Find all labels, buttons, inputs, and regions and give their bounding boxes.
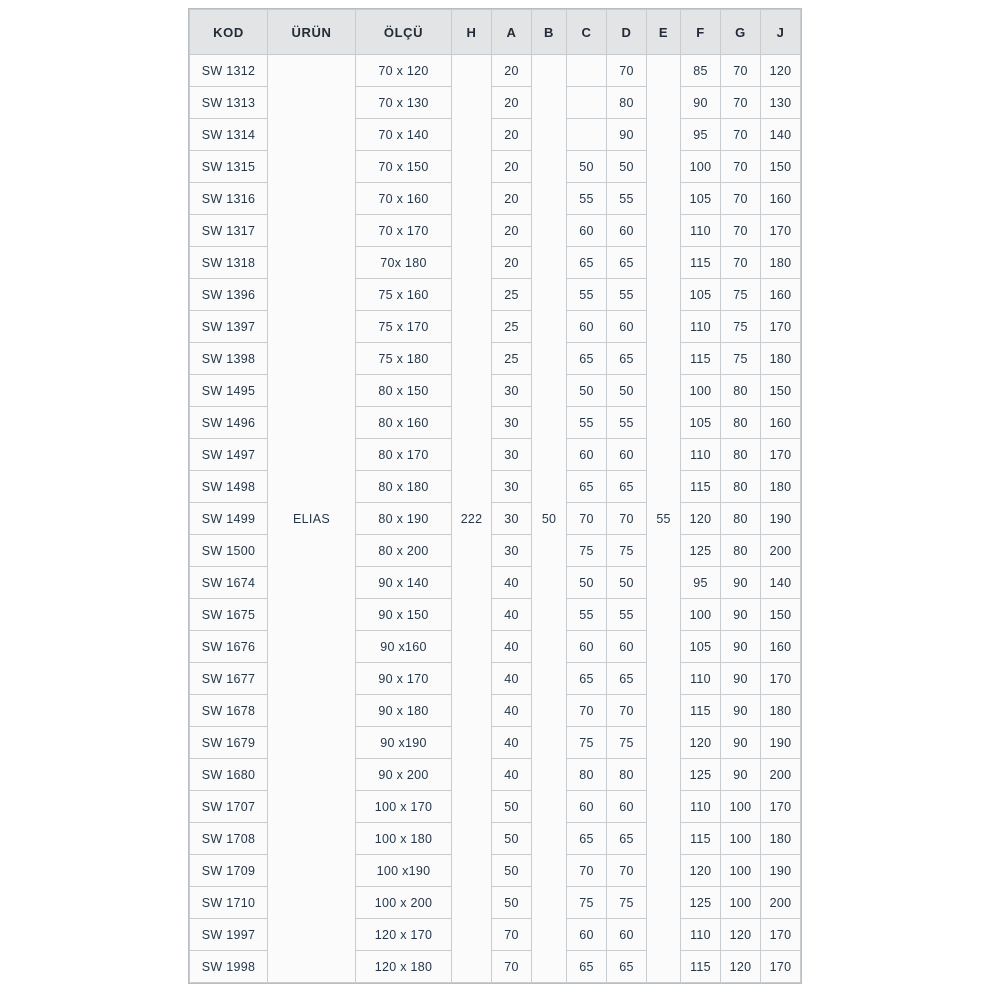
cell-kod: SW 1679 [190,727,268,759]
cell-j: 140 [761,119,801,151]
cell-j: 180 [761,823,801,855]
cell-g: 70 [721,55,761,87]
cell-kod: SW 1677 [190,663,268,695]
cell-a: 20 [492,87,532,119]
cell-c: 60 [567,919,607,951]
cell-olcu: 70 x 120 [356,55,452,87]
cell-a: 50 [492,823,532,855]
column-header-a: A [492,10,532,55]
cell-h-merged: 222 [452,55,492,983]
cell-kod: SW 1398 [190,343,268,375]
cell-j: 200 [761,535,801,567]
cell-a: 30 [492,407,532,439]
cell-d: 65 [607,951,647,983]
cell-d: 60 [607,439,647,471]
cell-olcu: 70 x 160 [356,183,452,215]
cell-c [567,87,607,119]
cell-f: 115 [681,823,721,855]
cell-a: 20 [492,151,532,183]
cell-kod: SW 1317 [190,215,268,247]
cell-c: 50 [567,567,607,599]
cell-kod: SW 1710 [190,887,268,919]
cell-j: 120 [761,55,801,87]
cell-c: 65 [567,471,607,503]
cell-a: 30 [492,375,532,407]
cell-g: 90 [721,727,761,759]
cell-d: 80 [607,759,647,791]
product-dimensions-table [189,9,801,983]
cell-f: 100 [681,375,721,407]
cell-kod: SW 1312 [190,55,268,87]
cell-d: 90 [607,119,647,151]
spec-table-container [188,8,802,984]
table-header [190,10,801,55]
cell-j: 190 [761,855,801,887]
cell-c: 70 [567,855,607,887]
cell-a: 40 [492,599,532,631]
cell-a: 40 [492,567,532,599]
cell-c [567,119,607,151]
cell-c: 75 [567,535,607,567]
cell-j: 170 [761,791,801,823]
column-header-h: H [452,10,492,55]
cell-kod: SW 1707 [190,791,268,823]
cell-a: 20 [492,247,532,279]
cell-kod: SW 1397 [190,311,268,343]
cell-g: 70 [721,183,761,215]
cell-c [567,55,607,87]
cell-a: 50 [492,855,532,887]
cell-olcu: 75 x 170 [356,311,452,343]
cell-d: 65 [607,247,647,279]
cell-a: 20 [492,183,532,215]
cell-a: 20 [492,55,532,87]
cell-a: 30 [492,535,532,567]
cell-g: 80 [721,407,761,439]
cell-kod: SW 1708 [190,823,268,855]
cell-f: 125 [681,759,721,791]
cell-j: 160 [761,631,801,663]
cell-d: 60 [607,215,647,247]
cell-a: 40 [492,695,532,727]
cell-olcu: 70 x 170 [356,215,452,247]
cell-a: 25 [492,279,532,311]
cell-g: 100 [721,887,761,919]
cell-f: 125 [681,535,721,567]
column-header-kod: KOD [190,10,268,55]
cell-d: 60 [607,311,647,343]
cell-a: 20 [492,119,532,151]
cell-j: 170 [761,919,801,951]
cell-d: 55 [607,279,647,311]
cell-f: 95 [681,567,721,599]
cell-d: 80 [607,87,647,119]
cell-d: 70 [607,695,647,727]
cell-kod: SW 1497 [190,439,268,471]
cell-f: 125 [681,887,721,919]
cell-c: 55 [567,279,607,311]
cell-kod: SW 1499 [190,503,268,535]
cell-olcu: 80 x 190 [356,503,452,535]
cell-g: 75 [721,279,761,311]
cell-f: 115 [681,343,721,375]
column-header-j: J [761,10,801,55]
cell-j: 180 [761,471,801,503]
cell-j: 150 [761,151,801,183]
cell-kod: SW 1496 [190,407,268,439]
cell-j: 200 [761,887,801,919]
cell-olcu: 80 x 170 [356,439,452,471]
cell-f: 100 [681,151,721,183]
cell-c: 70 [567,695,607,727]
cell-d: 65 [607,471,647,503]
cell-a: 30 [492,503,532,535]
cell-c: 50 [567,151,607,183]
cell-j: 160 [761,183,801,215]
cell-f: 120 [681,727,721,759]
cell-f: 110 [681,791,721,823]
cell-c: 55 [567,599,607,631]
cell-a: 70 [492,951,532,983]
cell-f: 110 [681,311,721,343]
cell-g: 70 [721,119,761,151]
cell-g: 90 [721,759,761,791]
cell-f: 105 [681,631,721,663]
cell-f: 110 [681,663,721,695]
cell-d: 55 [607,599,647,631]
cell-kod: SW 1318 [190,247,268,279]
cell-olcu: 80 x 150 [356,375,452,407]
cell-c: 50 [567,375,607,407]
cell-a: 30 [492,439,532,471]
cell-g: 80 [721,503,761,535]
cell-j: 140 [761,567,801,599]
cell-f: 115 [681,247,721,279]
cell-d: 75 [607,887,647,919]
cell-a: 30 [492,471,532,503]
cell-olcu: 100 x 200 [356,887,452,919]
cell-olcu: 80 x 160 [356,407,452,439]
cell-j: 180 [761,247,801,279]
cell-olcu: 100 x190 [356,855,452,887]
cell-j: 190 [761,503,801,535]
cell-c: 55 [567,407,607,439]
cell-g: 80 [721,471,761,503]
table-body [190,55,801,983]
header-row [190,10,801,55]
cell-g: 90 [721,695,761,727]
cell-g: 100 [721,823,761,855]
cell-d: 65 [607,823,647,855]
cell-d: 50 [607,151,647,183]
cell-a: 20 [492,215,532,247]
cell-j: 170 [761,951,801,983]
cell-j: 160 [761,279,801,311]
column-header-c: C [567,10,607,55]
cell-c: 80 [567,759,607,791]
cell-kod: SW 1709 [190,855,268,887]
cell-f: 120 [681,503,721,535]
cell-f: 105 [681,279,721,311]
cell-c: 65 [567,951,607,983]
cell-kod: SW 1314 [190,119,268,151]
column-header-urun: ÜRÜN [268,10,356,55]
cell-f: 90 [681,87,721,119]
column-header-f: F [681,10,721,55]
cell-olcu: 90 x160 [356,631,452,663]
cell-d: 60 [607,791,647,823]
cell-olcu: 120 x 180 [356,951,452,983]
cell-a: 40 [492,631,532,663]
cell-j: 150 [761,599,801,631]
cell-g: 75 [721,311,761,343]
cell-d: 65 [607,343,647,375]
cell-kod: SW 1998 [190,951,268,983]
cell-g: 90 [721,663,761,695]
cell-c: 65 [567,247,607,279]
cell-d: 70 [607,503,647,535]
cell-d: 75 [607,535,647,567]
column-header-olcu: ÖLÇÜ [356,10,452,55]
cell-kod: SW 1498 [190,471,268,503]
cell-olcu: 80 x 200 [356,535,452,567]
cell-g: 70 [721,151,761,183]
cell-f: 115 [681,695,721,727]
cell-f: 110 [681,919,721,951]
cell-kod: SW 1396 [190,279,268,311]
cell-g: 80 [721,535,761,567]
cell-d: 60 [607,919,647,951]
cell-d: 50 [607,567,647,599]
cell-kod: SW 1495 [190,375,268,407]
cell-f: 85 [681,55,721,87]
cell-d: 50 [607,375,647,407]
cell-f: 110 [681,215,721,247]
cell-d: 60 [607,631,647,663]
cell-d: 65 [607,663,647,695]
cell-olcu: 70x 180 [356,247,452,279]
cell-g: 80 [721,375,761,407]
cell-olcu: 80 x 180 [356,471,452,503]
cell-g: 80 [721,439,761,471]
column-header-e: E [647,10,681,55]
cell-olcu: 90 x 180 [356,695,452,727]
cell-j: 170 [761,439,801,471]
cell-kod: SW 1316 [190,183,268,215]
cell-f: 115 [681,951,721,983]
cell-kod: SW 1997 [190,919,268,951]
cell-g: 90 [721,631,761,663]
cell-j: 150 [761,375,801,407]
cell-d: 75 [607,727,647,759]
cell-d: 55 [607,407,647,439]
cell-kod: SW 1678 [190,695,268,727]
column-header-b: B [532,10,567,55]
cell-j: 200 [761,759,801,791]
cell-a: 25 [492,343,532,375]
cell-a: 40 [492,663,532,695]
cell-f: 105 [681,407,721,439]
cell-a: 40 [492,759,532,791]
cell-olcu: 90 x 170 [356,663,452,695]
cell-g: 70 [721,247,761,279]
cell-j: 190 [761,727,801,759]
cell-j: 170 [761,311,801,343]
cell-kod: SW 1315 [190,151,268,183]
cell-c: 65 [567,343,607,375]
cell-j: 180 [761,343,801,375]
cell-olcu: 70 x 140 [356,119,452,151]
cell-olcu: 90 x 150 [356,599,452,631]
cell-g: 100 [721,855,761,887]
cell-c: 60 [567,439,607,471]
cell-olcu: 70 x 150 [356,151,452,183]
column-header-g: G [721,10,761,55]
cell-j: 160 [761,407,801,439]
cell-olcu: 90 x 140 [356,567,452,599]
cell-kod: SW 1674 [190,567,268,599]
cell-c: 75 [567,727,607,759]
cell-g: 70 [721,215,761,247]
cell-kod: SW 1313 [190,87,268,119]
cell-kod: SW 1676 [190,631,268,663]
column-header-d: D [607,10,647,55]
cell-urun-merged: ELIAS [268,55,356,983]
cell-olcu: 75 x 180 [356,343,452,375]
cell-f: 110 [681,439,721,471]
cell-d: 70 [607,855,647,887]
cell-olcu: 100 x 180 [356,823,452,855]
cell-j: 170 [761,663,801,695]
cell-c: 75 [567,887,607,919]
cell-olcu: 90 x190 [356,727,452,759]
cell-c: 60 [567,631,607,663]
cell-g: 120 [721,919,761,951]
cell-g: 100 [721,791,761,823]
cell-c: 65 [567,663,607,695]
cell-j: 130 [761,87,801,119]
cell-olcu: 120 x 170 [356,919,452,951]
cell-d: 70 [607,55,647,87]
cell-c: 60 [567,311,607,343]
cell-olcu: 70 x 130 [356,87,452,119]
cell-olcu: 75 x 160 [356,279,452,311]
cell-olcu: 90 x 200 [356,759,452,791]
cell-b-merged: 50 [532,55,567,983]
cell-a: 40 [492,727,532,759]
cell-a: 70 [492,919,532,951]
cell-d: 55 [607,183,647,215]
cell-e-merged: 55 [647,55,681,983]
cell-f: 115 [681,471,721,503]
table-row [190,55,801,87]
cell-g: 75 [721,343,761,375]
cell-a: 50 [492,791,532,823]
cell-a: 50 [492,887,532,919]
cell-c: 65 [567,823,607,855]
cell-c: 60 [567,215,607,247]
cell-kod: SW 1500 [190,535,268,567]
cell-f: 100 [681,599,721,631]
cell-g: 120 [721,951,761,983]
cell-j: 170 [761,215,801,247]
cell-f: 105 [681,183,721,215]
cell-c: 70 [567,503,607,535]
cell-g: 90 [721,599,761,631]
cell-c: 60 [567,791,607,823]
cell-olcu: 100 x 170 [356,791,452,823]
cell-kod: SW 1680 [190,759,268,791]
cell-kod: SW 1675 [190,599,268,631]
cell-c: 55 [567,183,607,215]
cell-g: 90 [721,567,761,599]
cell-f: 95 [681,119,721,151]
cell-g: 70 [721,87,761,119]
cell-j: 180 [761,695,801,727]
cell-f: 120 [681,855,721,887]
cell-a: 25 [492,311,532,343]
